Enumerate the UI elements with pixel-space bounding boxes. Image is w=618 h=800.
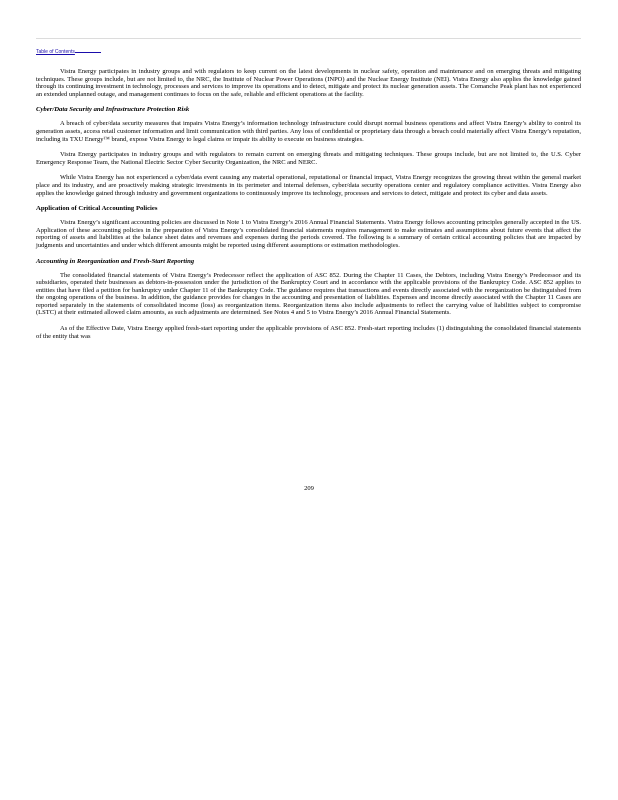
section-heading-cyber: Cyber/Data Security and Infrastructure Protection Risk bbox=[36, 106, 190, 114]
body-paragraph: As of the Effective Date, Vistra Energy applied fresh-start reporting under the applicable provisions of ASC 852. Fresh-start reporting includes (1) distinguishing the consolidated financial statements of the entity that was bbox=[36, 325, 581, 340]
top-divider bbox=[36, 38, 581, 39]
section-heading-reorganization: Accounting in Reorganization and Fresh-Start Reporting bbox=[36, 257, 195, 265]
body-paragraph: While Vistra Energy has not experienced a cyber/data event causing any material operational, reputational or financial impact, Vistra Energy recognizes the growing threat within the general market place and its industry, and are proactively making strategic investments in its perimeter and internal defenses, cyber/data security operations center and regulatory compliance activities. Vistra Energy also applies the knowledge gained through industry and government organizations to continuously improve its technology, processes and services to detect, mitigate and protect its cyber and data assets. bbox=[36, 174, 581, 197]
section-heading-critical-accounting: Application of Critical Accounting Policies bbox=[36, 205, 158, 213]
page-number: 209 bbox=[304, 485, 314, 492]
body-paragraph: A breach of cyber/data security measures that impairs Vistra Energy’s information technology infrastructure could disrupt normal business operations and affect Vistra Energy’s ability to control its generation assets, access retail customer information and limit communication with third parties. Any loss of confidential or proprietary data through a breach could materially affect Vistra Energy’s reputation, including its TXU Energy™ brand, expose Vistra Energy to legal claims or impair its ability to execute on business strategies. bbox=[36, 120, 581, 143]
body-paragraph: Vistra Energy participates in industry groups and with regulators to remain current on emerging threats and mitigating techniques. These groups include, but are not limited to, the U.S. Cyber Emergency Response Team, the National Electric Sector Cyber Security Organization, the NRC and NERC. bbox=[36, 151, 581, 166]
body-paragraph: Vistra Energy participates in industry groups and with regulators to keep current on the latest developments in nuclear safety, operation and maintenance and on emerging threats and mitigating techniques. These groups include, but are not limited to, the NRC, the Institute of Nuclear Power Operations (INPO) and the Nuclear Energy Institute (NEI). Vistra Energy also applies the knowledge gained through its continuing investment in technology, processes and services to improve its operations and to detect, mitigate and protect its nuclear generation assets. The Comanche Peak plant has not experienced an extended unplanned outage, and management continues to focus on the safe, reliable and efficient operations at the facility. bbox=[36, 68, 581, 98]
table-of-contents-link[interactable]: Table of Contents bbox=[36, 49, 101, 55]
body-paragraph: The consolidated financial statements of Vistra Energy’s Predecessor reflect the application of ASC 852. During the Chapter 11 Cases, the Debtors, including Vistra Energy’s Predecessor and its subsidiaries, operated their businesses as debtors-in-possession under the jurisdiction of the Bankruptcy Court and in accordance with the applicable provisions of the Bankruptcy Code. ASC 852 applies to entities that have filed a petition for bankruptcy under Chapter 11 of the Bankruptcy Code. The guidance requires that transactions and events directly associated with the reorganization be distinguished from the ongoing operations of the business. In addition, the guidance provides for changes in the accounting and presentation of liabilities. Expenses and income directly associated with the Chapter 11 Cases are reported separately in the statements of consolidated income (loss) as reorganization items. Reorganization items also include adjustments to reflect the carrying value of liabilities subject to compromise (LSTC) at their estimated allowed claim amounts, as such adjustments are determined. See Notes 4 and 5 to Vistra Energy’s 2016 Annual Financial Statements. bbox=[36, 271, 581, 317]
page-body bbox=[36, 68, 581, 340]
body-paragraph: Vistra Energy’s significant accounting policies are discussed in Note 1 to Vistra Energy’s 2016 Annual Financial Statements. Vistra Energy follows accounting principles generally accepted in the US. Application of these accounting policies in the preparation of Vistra Energy’s consolidated financial statements requires management to make estimates and assumptions about future events that affect the reporting of assets and liabilities at the balance sheet dates and revenues and expenses during the periods covered. The following is a summary of certain critical accounting policies that are impacted by judgments and uncertainties and under which different amounts might be reported using different assumptions or estimation methodologies. bbox=[36, 219, 581, 249]
